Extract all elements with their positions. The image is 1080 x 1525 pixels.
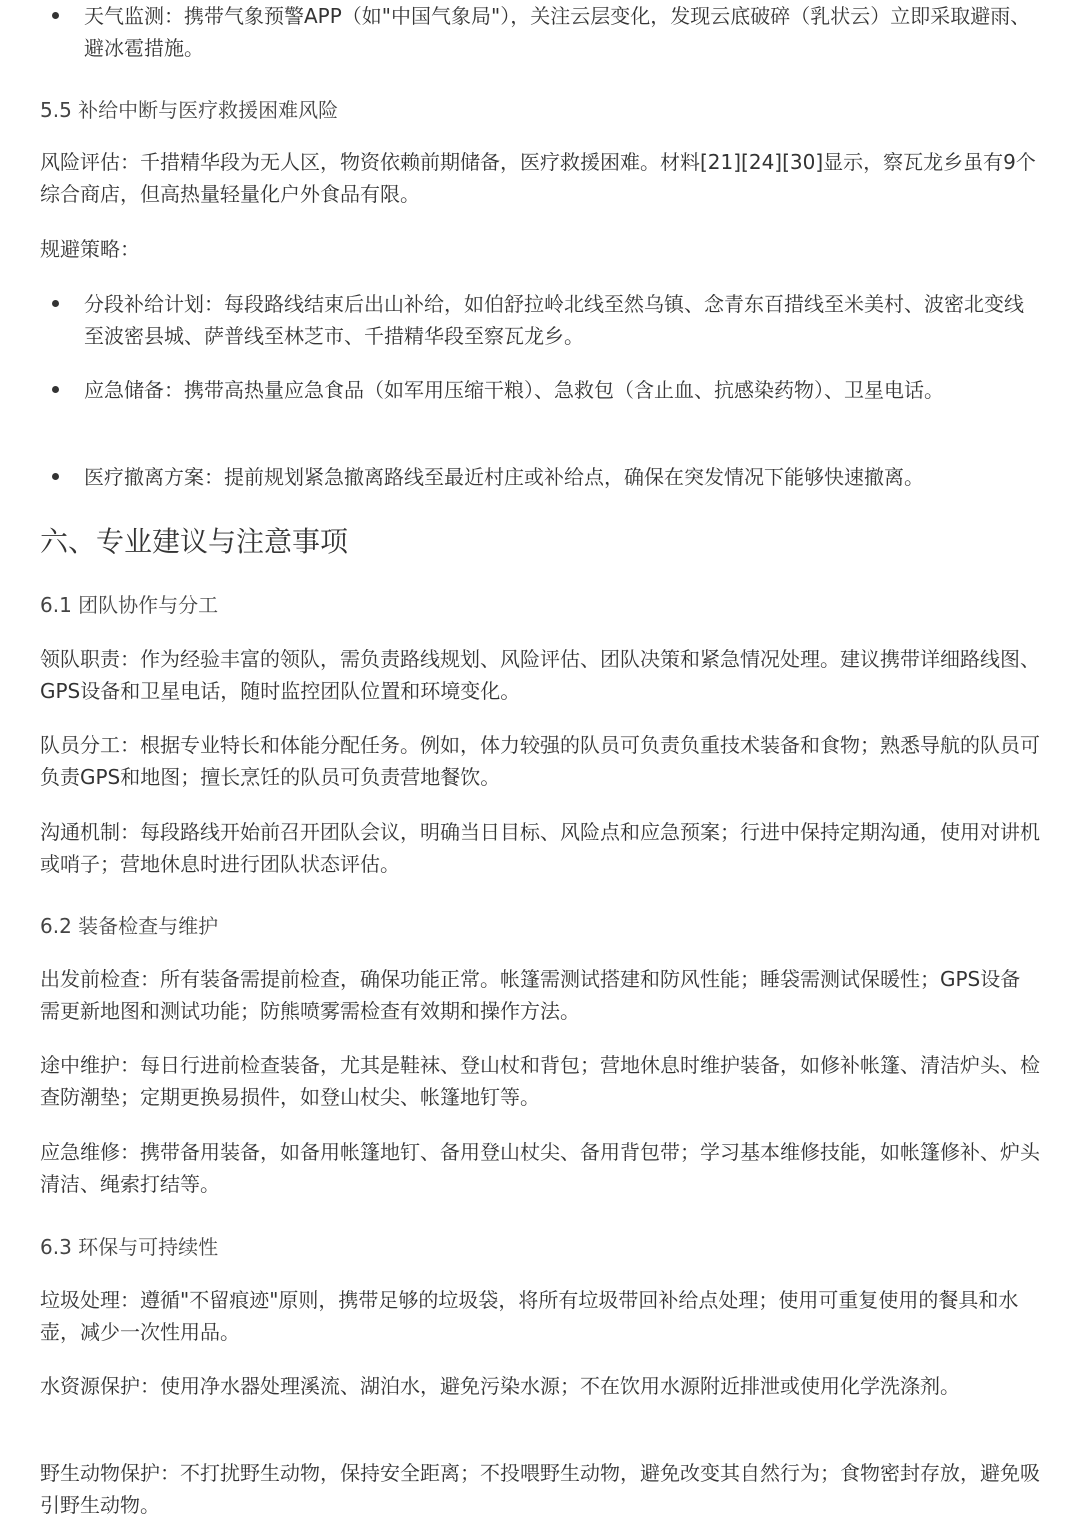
list-item-text: 应急储备：携带高热量应急食品（如军用压缩干粮）、急救包（含止血、抗感染药物）、卫星电话。 <box>84 378 944 402</box>
section-6-3-paragraph-water: 水资源保护：使用净水器处理溪流、湖泊水，避免污染水源；不在饮用水源附近排泄或使用化学洗涤剂。 <box>40 1374 960 1398</box>
section-5-5-strategy-label: 规避策略： <box>40 237 140 261</box>
section-6-1-paragraph-leader: 领队职责：作为经验丰富的领队，需负责路线规划、风险评估、团队决策和紧急情况处理。建议携带详细路线图、GPS设备和卫星电话，随时监控团队位置和环境变化。 <box>40 647 1040 703</box>
section-6-1-paragraph-members: 队员分工：根据专业特长和体能分配任务。例如，体力较强的队员可负责负重技术装备和食物；熟悉导航的队员可负责GPS和地图；擅长烹饪的队员可负责营地餐饮。 <box>40 733 1040 789</box>
bullet-dot-icon <box>52 473 59 480</box>
list-item-text: 医疗撤离方案：提前规划紧急撤离路线至最近村庄或补给点，确保在突发情况下能够快速撤离。 <box>84 465 924 489</box>
section-6-2-title: 6.2 装备检查与维护 <box>40 914 219 938</box>
section-6-2-paragraph-precheck: 出发前检查：所有装备需提前检查，确保功能正常。帐篷需测试搭建和防风性能；睡袋需测试保暖性；GPS设备需更新地图和测试功能；防熊喷雾需检查有效期和操作方法。 <box>40 967 1021 1023</box>
list-item-text: 分段补给计划：每段路线结束后出山补给，如伯舒拉岭北线至然乌镇、念青东百措线至米美村、波密北变线至波密县城、萨普线至林芝市、千措精华段至察瓦龙乡。 <box>84 292 1024 348</box>
section-6-2-paragraph-maintenance: 途中维护：每日行进前检查装备，尤其是鞋袜、登山杖和背包；营地休息时维护装备，如修补帐篷、清洁炉头、检查防潮垫；定期更换易损件，如登山杖尖、帐篷地钉等。 <box>40 1053 1040 1109</box>
bullet-dot-icon <box>52 12 59 19</box>
section-6-1-paragraph-communication: 沟通机制：每段路线开始前召开团队会议，明确当日目标、风险点和应急预案；行进中保持定期沟通，使用对讲机或哨子；营地休息时进行团队状态评估。 <box>40 820 1040 876</box>
section-5-5-risk-paragraph: 风险评估：千措精华段为无人区，物资依赖前期储备，医疗救援困难。材料[21][24][30]显示，察瓦龙乡虽有9个综合商店，但高热量轻量化户外食品有限。 <box>40 150 1036 206</box>
section-5-5-title: 5.5 补给中断与医疗救援困难风险 <box>40 98 339 122</box>
chapter-6-title: 六、专业建议与注意事项 <box>40 525 349 558</box>
section-6-1-title: 6.1 团队协作与分工 <box>40 593 219 617</box>
list-item-text: 天气监测：携带气象预警APP（如"中国气象局"），关注云层变化，发现云底破碎（乳状云）立即采取避雨、避冰雹措施。 <box>84 4 1031 60</box>
section-6-3-title: 6.3 环保与可持续性 <box>40 1235 219 1259</box>
section-6-3-paragraph-waste: 垃圾处理：遵循"不留痕迹"原则，携带足够的垃圾袋，将所有垃圾带回补给点处理；使用可重复使用的餐具和水壶，减少一次性用品。 <box>40 1288 1019 1344</box>
section-6-2-paragraph-repair: 应急维修：携带备用装备，如备用帐篷地钉、备用登山杖尖、备用背包带；学习基本维修技能，如帐篷修补、炉头清洁、绳索打结等。 <box>40 1140 1040 1196</box>
section-6-3-paragraph-wildlife: 野生动物保护：不打扰野生动物，保持安全距离；不投喂野生动物，避免改变其自然行为；食物密封存放，避免吸引野生动物。 <box>40 1461 1040 1517</box>
bullet-dot-icon <box>52 386 59 393</box>
bullet-dot-icon <box>52 300 59 307</box>
